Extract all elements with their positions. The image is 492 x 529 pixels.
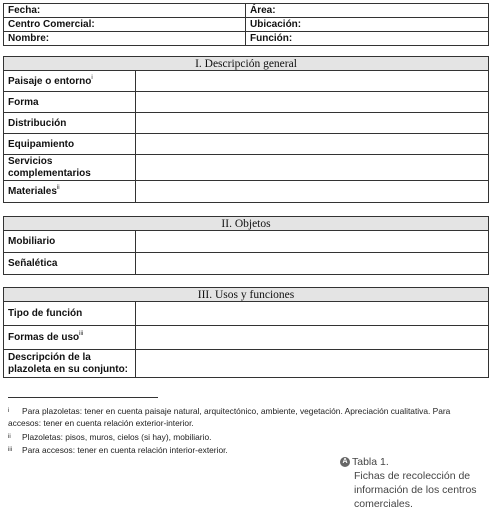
row-value [136,326,489,350]
row-label: Descripción de la plazoleta en su conjunto: [4,350,136,378]
caption-label: Tabla 1. [352,456,389,468]
footnote: iii Para accesos: tener en cuenta relación interior-exterior. [8,445,228,455]
section-title: I. Descripción general [4,57,489,71]
footnote-divider [8,397,158,398]
section-title: III. Usos y funciones [4,288,489,302]
row-label: Servicios complementarios [4,155,136,181]
row-value [136,253,489,275]
descripcion-general-table [3,56,489,203]
row-label: Señalética [4,253,136,275]
row-value [136,71,489,92]
objetos-table [3,216,489,275]
row-value [136,113,489,134]
ubicacion-label: Ubicación: [246,18,489,32]
row-label: Formas de uso$^{iii}$ [4,326,136,350]
row-label: Materiales$^{ii}$ [4,181,136,203]
section-title: II. Objetos [4,217,489,231]
centro-comercial-label: Centro Comercial: [4,18,246,32]
fecha-label: Fecha: [4,4,246,18]
row-value [136,181,489,203]
row-value [136,155,489,181]
header-table [3,3,489,46]
row-label: Tipo de función [4,302,136,326]
row-label: Forma [4,92,136,113]
row-value [136,134,489,155]
row-label: Equipamiento [4,134,136,155]
footnote: i Para plazoletas: tener en cuenta paisaje natural, arquitectónico, ambiente, vegetación. Apreciación cualitativa. Para accesos: tener en cuenta relación exterior-interior. [8,406,451,428]
footnote: ii Plazoletas: pisos, muros, cielos (si hay), mobiliario. [8,432,212,442]
caption-badge-icon: A [340,457,350,467]
row-value [136,350,489,378]
usos-funciones-table [3,287,489,378]
row-value [136,231,489,253]
row-label: Distribución [4,113,136,134]
row-value [136,92,489,113]
area-label: Área: [246,4,489,18]
caption-description: Fichas de recolección de información de los centros comerciales. [354,470,477,510]
row-value [136,302,489,326]
nombre-label: Nombre: [4,32,246,46]
row-label: Mobiliario [4,231,136,253]
row-label: Paisaje o entorno$^i$ [4,71,136,92]
table-caption [340,455,488,511]
funcion-label: Función: [246,32,489,46]
